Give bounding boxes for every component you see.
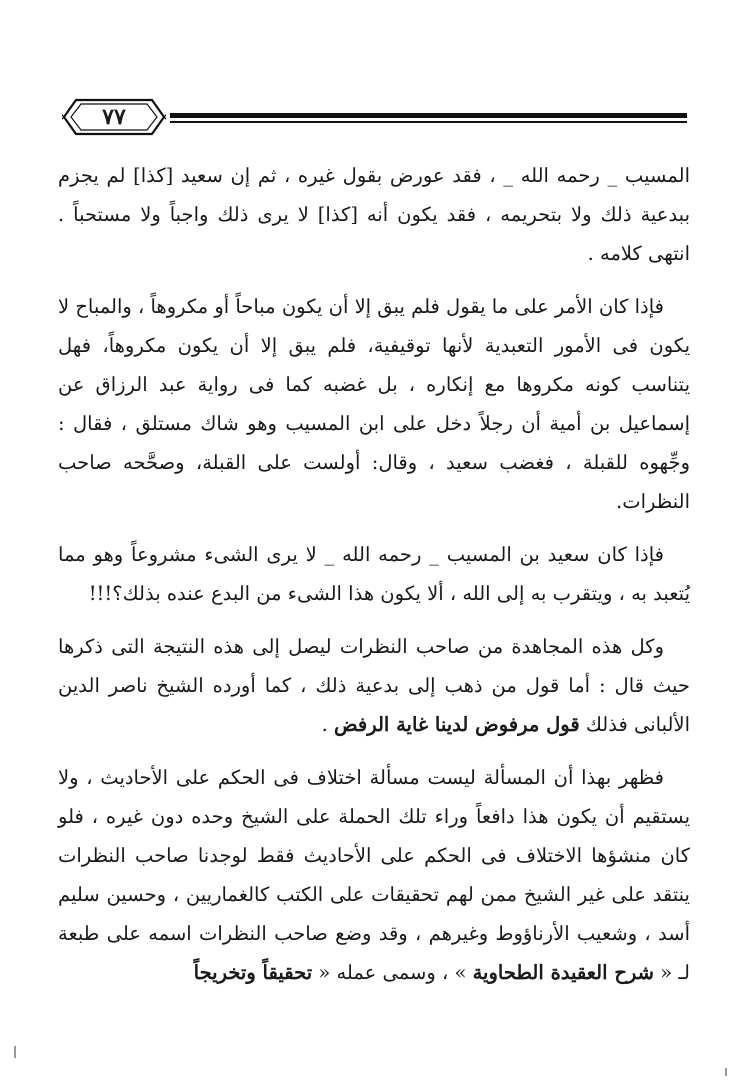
paragraph bbox=[58, 627, 690, 744]
paragraph bbox=[58, 156, 690, 273]
paragraph-text: فإذا كان سعيد بن المسيب _ رحمه الله _ لا يرى الشىء مشروعاً وهو مما يُتعبد به ، ويتقرب به إلى الله ، ألا يكون هذا الشىء من البدع عنده بذلك؟!!! bbox=[58, 543, 690, 605]
paragraph bbox=[58, 535, 690, 613]
page-body bbox=[58, 156, 690, 992]
paragraph-text: » ، وسمى عمله « bbox=[312, 961, 473, 984]
paragraph bbox=[58, 287, 690, 521]
paragraph bbox=[58, 758, 690, 992]
paragraph-text: فظهر بهذا أن المسألة ليست مسألة اختلاف فى الحكم على الأحاديث ، ولا يستقيم أن يكون هذا دافعاً وراء تلك الحملة على الشيخ وحده دون غيره ، فلو كان منشؤها الاختلاف فى الحكم على الأحاديث فقط لوجدنا صاحب النظرات ينتقد على غير الشيخ ممن لهم تحقيقات على الكتب كالغماريين ، وحسين سليم أسد ، وشعيب الأرناؤوط وغيرهم ، وقد وضع صاحب النظرات اسمه على طبعة لـ « bbox=[58, 766, 690, 984]
paragraph-text: فإذا كان الأمر على ما يقول فلم يبق إلا أن يكون مباحاً أو مكروهاً ، والمباح لا يكون فى الأمور التعبدية لأنها توقيفية، فلم يبق إلا أن يكون مكروهاً، فهل يتناسب كونه مكروها مع إنكاره ، بل غضبه كما فى رواية عبد الرزاق عن إسماعيل بن أمية أن رجلاً دخل على ابن المسيب وهو شاك مستلق ، فقال : وجِّهوه للقبلة ، فغضب سعيد ، وقال: أولست على القبلة، وصحَّحه صاحب النظرات. bbox=[58, 295, 690, 513]
paragraph-text: المسيب _ رحمه الله _ ، فقد عورض بقول غيره ، ثم إن سعيد [كذا] لم يجزم ببدعية ذلك ولا بتحريمه ، فقد يكون أنه [كذا] لا يرى ذلك واجباً ولا مستحباً . انتهى كلامه . bbox=[58, 164, 690, 265]
header-rule bbox=[170, 113, 687, 118]
scan-mark bbox=[14, 1046, 16, 1058]
scan-mark bbox=[725, 1068, 727, 1076]
page-number-badge bbox=[62, 96, 166, 138]
page-number: ٧٧ bbox=[102, 104, 126, 130]
page-header bbox=[62, 96, 687, 138]
paragraph-text: وكل هذه المجاهدة من صاحب النظرات ليصل إلى هذه النتيجة التى ذكرها حيث قال : أما قول من ذهب إلى بدعية ذلك ، كما أورده الشيخ ناصر الدين الألبانى فذلك bbox=[58, 635, 690, 736]
emphasized-text: قول مرفوض لدينا غاية الرفض bbox=[333, 713, 580, 736]
header-rule-thin bbox=[170, 121, 687, 123]
emphasized-text: تحقيقاً وتخريجاً bbox=[193, 961, 313, 984]
paragraph-text: . bbox=[321, 713, 334, 736]
emphasized-text: شرح العقيدة الطحاوية bbox=[472, 961, 655, 984]
